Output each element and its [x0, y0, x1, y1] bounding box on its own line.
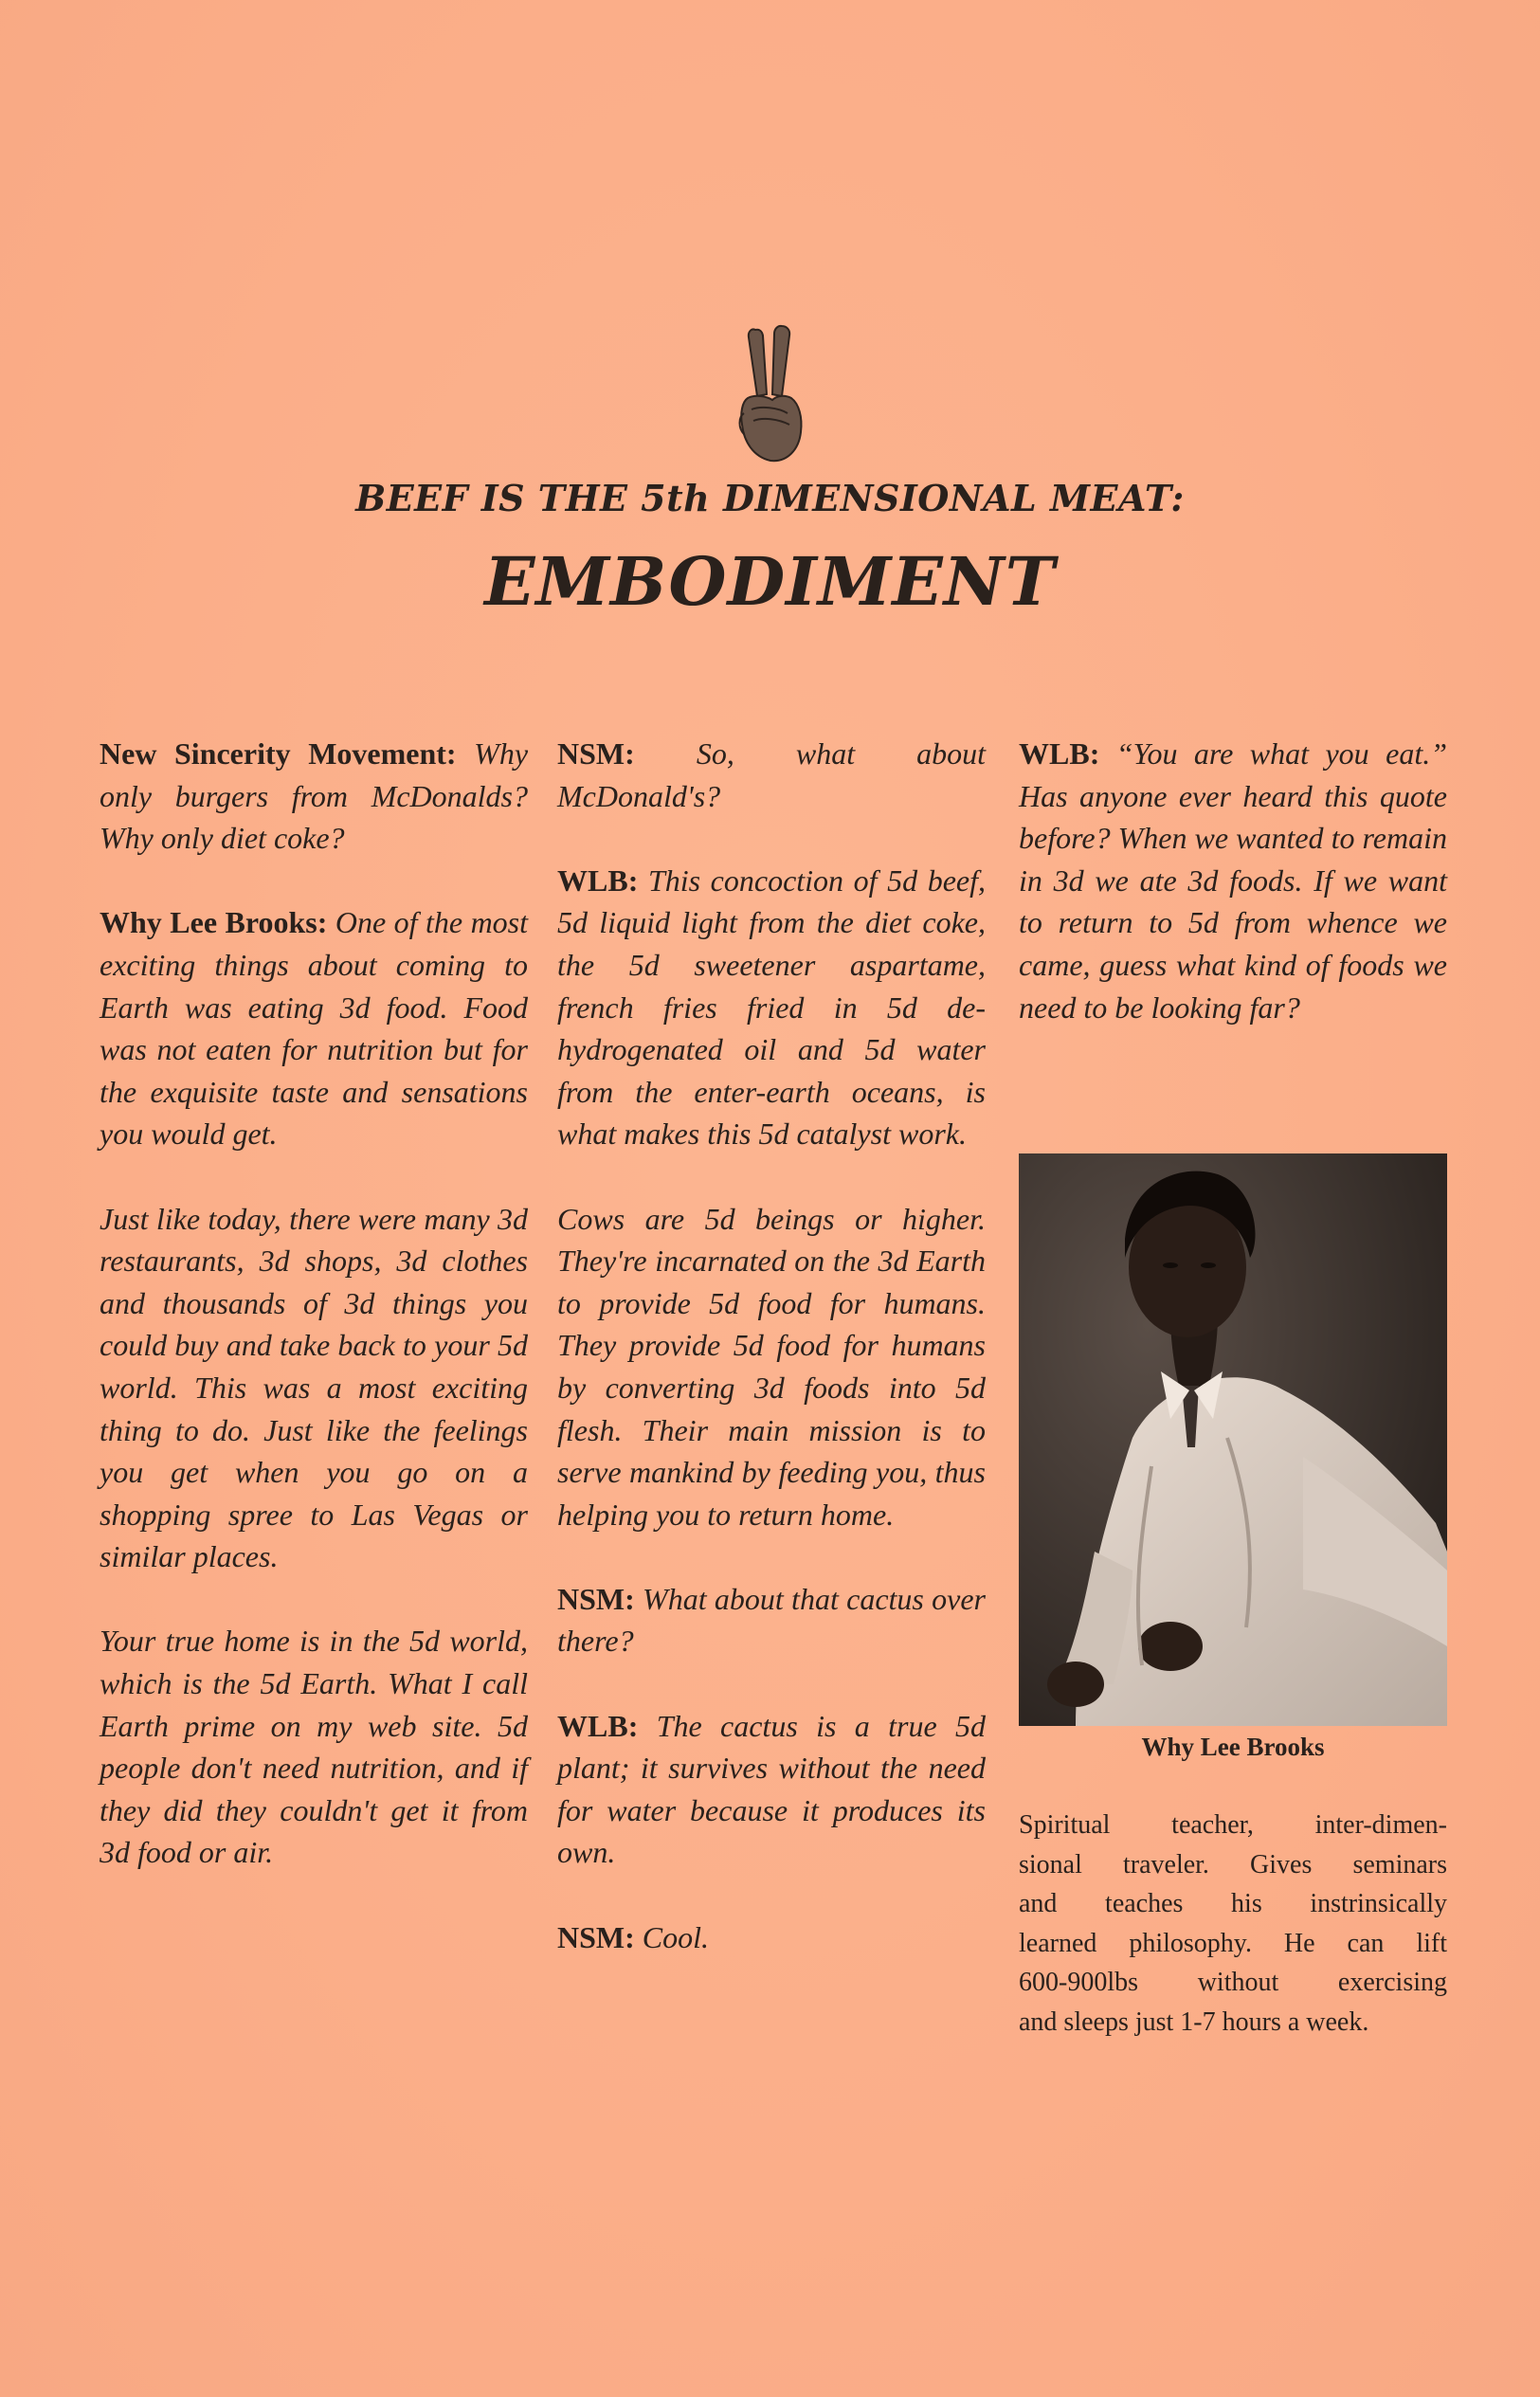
speaker-label: New Sincerity Movement:	[100, 736, 457, 771]
dialog-text: One of the most exciting things about coming to Earth was eating 3d food. Food was not eaten for nutrition but for the exquisite taste and sensations you would get.	[100, 905, 529, 1152]
paragraph	[100, 901, 528, 1155]
paragraph	[557, 1578, 986, 1662]
speaker-label: WLB:	[557, 863, 639, 898]
column-3	[1019, 733, 1447, 1071]
paragraph	[100, 733, 528, 860]
speaker-label: Why Lee Brooks:	[100, 905, 328, 940]
bio-text	[1019, 1806, 1447, 2042]
paragraph	[557, 1198, 986, 1536]
dialog-text: Your true home is in the 5d world, which is the 5d Earth. What I call Earth prime on my web site. 5d people don't need nutrition, and if they did they couldn't get it from 3d food or air.	[100, 1624, 528, 1870]
page-title: EMBODIMENT	[484, 542, 1056, 621]
bio-line: 600-900lbs without exercising	[1019, 1968, 1447, 1997]
kicker-heading: BEEF IS THE 5th DIMENSIONAL MEAT:	[355, 477, 1185, 519]
speaker-label: WLB:	[557, 1708, 639, 1743]
paragraph	[100, 1198, 528, 1578]
speaker-label: NSM:	[557, 1581, 635, 1616]
dialog-text: Cows are 5d beings or higher. They're incarnated on the 3d Earth to provide 5d food for humans. They provide 5d food for humans by converting 3d foods into 5d flesh. Their main mission is to serve mankind by feeding you, thus helping you to return home.	[557, 1201, 986, 1532]
dialog-text: Why only burgers from McDonalds? Why only diet coke?	[100, 736, 529, 856]
speaker-label: NSM:	[557, 1919, 635, 1954]
paragraph	[557, 1916, 986, 1959]
speaker-label: WLB:	[1019, 736, 1100, 771]
dialog-text: This concoction of 5d beef, 5d liquid light from the diet coke, the 5d sweetener aspartame, french fries fried in 5d de-hydrogenated oil and 5d water from the enter-earth oceans, is what makes this 5d catalyst work.	[557, 863, 987, 1152]
bio-line: Spiritual teacher, inter-dimen-	[1019, 1810, 1447, 1840]
column-2	[557, 733, 986, 2001]
dialog-text: So, what about McDonald's?	[557, 736, 987, 813]
portrait-photo	[1019, 1153, 1447, 1726]
bio-line: sional traveler. Gives seminars	[1019, 1849, 1447, 1879]
bio-line: learned philosophy. He can lift	[1019, 1928, 1447, 1958]
paragraph	[557, 860, 986, 1155]
dialog-text: The cactus is a true 5d plant; it survives without the need for water because it produces its own.	[557, 1708, 987, 1870]
dialog-text: What about that cactus over there?	[557, 1581, 986, 1659]
column-1	[100, 733, 528, 1916]
dialog-text: Cool.	[642, 1919, 709, 1954]
dialog-text: Just like today, there were many 3d restaurants, 3d shops, 3d clothes and thousands of 3d things you could buy and take back to your 5d world. This was a most exciting thing to do. Just like the feelings you get when you go on a shopping spree to Las Vegas or similar places.	[100, 1201, 528, 1574]
peace-sign-hand-icon	[734, 322, 806, 464]
paragraph	[557, 733, 986, 817]
bio-line: and teaches his instrinsically	[1019, 1889, 1447, 1918]
speaker-label: NSM:	[557, 736, 635, 771]
paragraph	[100, 1620, 528, 1874]
paragraph	[1019, 733, 1447, 1028]
dialog-text: “You are what you eat.” Has anyone ever heard this quote before? When we wanted to remain in 3d we ate 3d foods. If we want to return to 5d from whence we came, guess what kind of foods we need to be looking far?	[1019, 736, 1448, 1025]
paragraph	[557, 1705, 986, 1874]
photo-caption: Why Lee Brooks	[1141, 1733, 1325, 1761]
bio-line: and sleeps just 1-7 hours a week.	[1019, 2007, 1369, 2037]
